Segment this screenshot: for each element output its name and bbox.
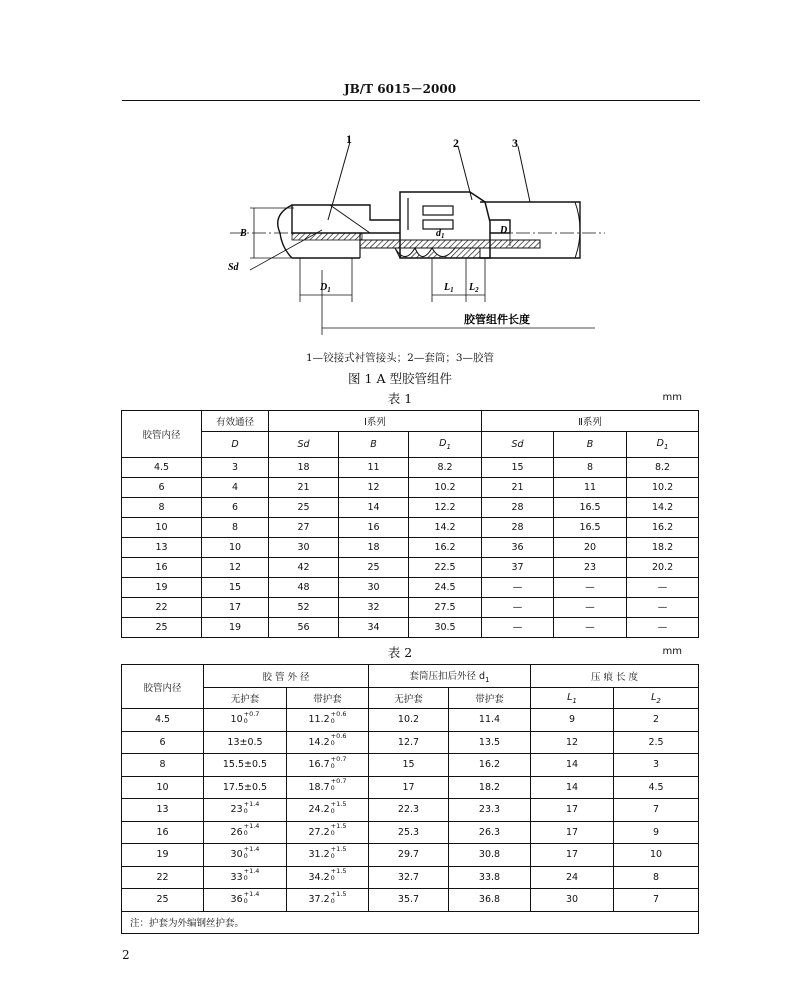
t2-cell-l1: 30 [531,889,614,912]
t1-cell-eff-bore: 6 [202,498,269,518]
page-number: 2 [122,948,130,962]
t2-cell-s-no-cover: 15 [369,754,449,777]
t1-cell-s2-b: — [554,578,627,598]
t2-cell-od-with-cover: 34.2 +1.5 0 [287,866,369,889]
t2-cell-od-no-cover: 30 +1.4 0 [204,844,287,867]
t1-cell-s1-sd: 42 [269,558,339,578]
dim-d-label: D [500,225,508,236]
t2-cell-od-no-cover: 26 +1.4 0 [204,821,287,844]
t1-cell-s1-sd: 48 [269,578,339,598]
t1-cell-s1-b: 32 [339,598,409,618]
document-number: JB/T 6015－2000 [343,82,457,96]
t2-cell-l1: 17 [531,799,614,822]
t2-cell-od-with-cover: 18.7 +0.7 0 [287,776,369,799]
t1-header-s1-sd: Sd [269,432,339,458]
header-rule [122,100,700,101]
t1-cell-s2-d1: 8.2 [627,458,699,478]
table-row [122,844,699,867]
t1-cell-s2-sd: 37 [482,558,554,578]
table2 [121,664,699,934]
t2-cell-s-with-cover: 16.2 [449,754,531,777]
t2-cell-s-no-cover: 17 [369,776,449,799]
t2-header-hose-id: 胶管内径 [122,665,204,709]
t2-cell-hose-id: 6 [122,731,204,754]
dim-l2-sub: 2 [475,286,479,294]
svg-text:D1 [319,282,331,294]
dim-d1-label: D [320,282,328,293]
t2-cell-od-with-cover: 24.2 +1.5 0 [287,799,369,822]
t2-cell-od-no-cover: 15.5±0.5 [204,754,287,777]
callout-1: 1 [346,132,352,146]
t1-cell-s2-d1: — [627,598,699,618]
t1-cell-s2-b: — [554,618,627,638]
t2-cell-s-with-cover: 33.8 [449,866,531,889]
t1-cell-s1-b: 12 [339,478,409,498]
hose-assembly-svg [210,130,610,345]
t2-cell-s-with-cover: 13.5 [449,731,531,754]
t2-cell-l1: 14 [531,776,614,799]
callout-2: 2 [453,136,459,150]
t2-cell-s-with-cover: 30.8 [449,844,531,867]
t1-cell-s1-d1: 12.2 [409,498,482,518]
t2-cell-l2: 3 [614,754,699,777]
t2-cell-od-no-cover: 13±0.5 [204,731,287,754]
t2-cell-l1: 17 [531,821,614,844]
t2-cell-od-with-cover: 37.2 +1.5 0 [287,889,369,912]
t2-cell-l2: 4.5 [614,776,699,799]
t2-header-od-with-cover: 带护套 [287,688,369,709]
t2-cell-s-with-cover: 36.8 [449,889,531,912]
t1-cell-s1-d1: 16.2 [409,538,482,558]
t1-cell-s2-sd: — [482,618,554,638]
t2-cell-hose-id: 4.5 [122,709,204,732]
t2-cell-l2: 9 [614,821,699,844]
table-row [122,866,699,889]
dim-d1-sub: 1 [327,286,331,294]
t2-cell-s-no-cover: 25.3 [369,821,449,844]
t2-cell-hose-id: 25 [122,889,204,912]
t2-cell-l2: 7 [614,889,699,912]
t2-cell-s-with-cover: 18.2 [449,776,531,799]
t1-cell-hose-id: 16 [122,558,202,578]
t1-cell-eff-bore: 12 [202,558,269,578]
t1-cell-hose-id: 13 [122,538,202,558]
table1 [121,410,699,638]
t2-cell-s-no-cover: 29.7 [369,844,449,867]
table-row [122,776,699,799]
t2-header-crimp-length: 压 痕 长 度 [531,665,699,688]
table1-title: 表 1 [387,391,413,406]
t1-cell-eff-bore: 8 [202,518,269,538]
t1-cell-eff-bore: 10 [202,538,269,558]
t1-cell-s1-b: 25 [339,558,409,578]
t2-cell-od-no-cover: 10 +0.7 0 [204,709,287,732]
t2-header-s-with-cover: 带护套 [449,688,531,709]
t1-cell-s1-d1: 27.5 [409,598,482,618]
t2-cell-hose-id: 13 [122,799,204,822]
t2-cell-s-no-cover: 35.7 [369,889,449,912]
t1-header-eff-bore: 有效通径 [202,411,269,432]
t1-cell-s1-sd: 52 [269,598,339,618]
t1-cell-hose-id: 22 [122,598,202,618]
t1-cell-eff-bore: 19 [202,618,269,638]
t1-cell-s1-b: 18 [339,538,409,558]
t1-cell-s2-b: 20 [554,538,627,558]
table2-title: 表 2 [387,645,413,660]
t1-cell-s2-d1: — [627,578,699,598]
table-row [122,618,699,638]
t1-header-hose-id: 胶管内径 [122,411,202,458]
t1-cell-s2-d1: 20.2 [627,558,699,578]
t1-cell-s2-d1: — [627,618,699,638]
t1-cell-s1-b: 34 [339,618,409,638]
t1-cell-s1-d1: 14.2 [409,518,482,538]
t2-cell-l1: 9 [531,709,614,732]
table2-unit: mm [662,646,682,657]
t2-cell-s-no-cover: 22.3 [369,799,449,822]
t1-cell-s1-sd: 18 [269,458,339,478]
svg-text:L1 [443,282,454,294]
t2-header-s-no-cover: 无护套 [369,688,449,709]
t1-header-series2: Ⅱ系列 [482,411,699,432]
figure-legend: 1—铰接式衬管接头；2—套筒；3—胶管 [305,352,495,364]
table-row [122,731,699,754]
t2-cell-s-with-cover: 11.4 [449,709,531,732]
dim-d1-small-label: d [436,228,441,239]
table-row [122,799,699,822]
t1-cell-s1-sd: 25 [269,498,339,518]
t1-header-s2-b: B [554,432,627,458]
t1-cell-s2-b: — [554,598,627,618]
t2-header-od-no-cover: 无护套 [204,688,287,709]
t2-cell-hose-id: 8 [122,754,204,777]
t1-header-s2-sd: Sd [482,432,554,458]
t2-cell-od-with-cover: 11.2 +0.6 0 [287,709,369,732]
t1-cell-s1-d1: 22.5 [409,558,482,578]
table-row [122,709,699,732]
table-row [122,518,699,538]
t2-cell-l2: 7 [614,799,699,822]
t1-cell-hose-id: 8 [122,498,202,518]
callout-3: 3 [512,136,518,150]
t1-cell-s2-d1: 16.2 [627,518,699,538]
t2-cell-l1: 24 [531,866,614,889]
t2-cell-l1: 17 [531,844,614,867]
t1-cell-s1-sd: 56 [269,618,339,638]
dim-b-label: B [240,228,247,239]
t2-header-hose-od: 胶 管 外 径 [204,665,369,688]
dim-l1-label: L [444,282,451,293]
t1-cell-s2-b: 16.5 [554,518,627,538]
t2-cell-l2: 10 [614,844,699,867]
t2-cell-od-with-cover: 27.2 +1.5 0 [287,821,369,844]
t1-cell-eff-bore: 3 [202,458,269,478]
t1-cell-s2-b: 16.5 [554,498,627,518]
svg-text:L2 [468,282,479,294]
assembly-length-label: 胶管组件长度 [464,313,530,326]
t2-cell-od-no-cover: 23 +1.4 0 [204,799,287,822]
t1-cell-s1-b: 11 [339,458,409,478]
t1-cell-s2-b: 8 [554,458,627,478]
t1-cell-s1-b: 16 [339,518,409,538]
t2-header-l1: $L_1$ [531,688,614,709]
table-row [122,889,699,912]
t1-cell-s2-sd: — [482,598,554,618]
t2-cell-l2: 2 [614,709,699,732]
hose-assembly-drawing [210,130,610,345]
t2-cell-l2: 2.5 [614,731,699,754]
dim-l1-sub: 1 [450,286,454,294]
t1-cell-hose-id: 25 [122,618,202,638]
t2-header-sleeve-od: 套筒压扣后外径 $d_1$ [369,665,531,688]
t2-cell-hose-id: 22 [122,866,204,889]
t1-header-eff-bore-sym: D [202,432,269,458]
table-row [122,538,699,558]
t2-cell-s-with-cover: 26.3 [449,821,531,844]
table-row [122,598,699,618]
t2-cell-hose-id: 16 [122,821,204,844]
figure-caption: 图 1 A 型胶管组件 [348,371,452,386]
t2-cell-od-no-cover: 36 +1.4 0 [204,889,287,912]
table-row [122,821,699,844]
t1-cell-eff-bore: 4 [202,478,269,498]
t1-cell-eff-bore: 15 [202,578,269,598]
t1-cell-s1-sd: 21 [269,478,339,498]
t1-cell-s2-b: 23 [554,558,627,578]
t2-cell-s-with-cover: 23.3 [449,799,531,822]
t2-cell-od-with-cover: 16.7 +0.7 0 [287,754,369,777]
t1-cell-s2-sd: 28 [482,518,554,538]
t2-cell-s-no-cover: 32.7 [369,866,449,889]
t1-cell-s2-sd: 36 [482,538,554,558]
t2-cell-l2: 8 [614,866,699,889]
t1-cell-s2-sd: 21 [482,478,554,498]
t2-cell-od-with-cover: 14.2 +0.6 0 [287,731,369,754]
t2-cell-s-no-cover: 12.7 [369,731,449,754]
table2-note: 注：护套为外编钢丝护套。 [122,911,699,933]
t1-cell-s1-sd: 27 [269,518,339,538]
t1-cell-s2-d1: 10.2 [627,478,699,498]
t2-cell-l1: 14 [531,754,614,777]
t1-cell-s1-d1: 8.2 [409,458,482,478]
t1-cell-s2-d1: 18.2 [627,538,699,558]
table-row [122,558,699,578]
t2-cell-s-no-cover: 10.2 [369,709,449,732]
t1-cell-hose-id: 19 [122,578,202,598]
t1-cell-s1-d1: 10.2 [409,478,482,498]
t1-cell-eff-bore: 17 [202,598,269,618]
t1-cell-s2-sd: 28 [482,498,554,518]
t2-cell-od-no-cover: 33 +1.4 0 [204,866,287,889]
t1-header-s1-b: B [339,432,409,458]
t2-cell-l1: 12 [531,731,614,754]
t1-header-s1-d1: $D_1$ [409,432,482,458]
t1-header-series1: Ⅰ系列 [269,411,482,432]
t1-cell-s1-b: 30 [339,578,409,598]
t2-cell-od-with-cover: 31.2 +1.5 0 [287,844,369,867]
table-row [122,578,699,598]
table1-body [122,458,699,638]
dim-sd-label: Sd [228,262,239,273]
table-row [122,498,699,518]
t1-header-s2-d1: $D_1$ [627,432,699,458]
t2-header-l2: $L_2$ [614,688,699,709]
t2-cell-hose-id: 10 [122,776,204,799]
t1-cell-s2-b: 11 [554,478,627,498]
dim-l2-label: L [469,282,476,293]
t1-cell-s1-d1: 30.5 [409,618,482,638]
t1-cell-s2-sd: 15 [482,458,554,478]
table1-unit: mm [662,392,682,403]
t1-cell-s1-b: 14 [339,498,409,518]
t2-cell-od-no-cover: 17.5±0.5 [204,776,287,799]
t1-cell-hose-id: 10 [122,518,202,538]
t1-cell-hose-id: 4.5 [122,458,202,478]
t1-cell-s1-sd: 30 [269,538,339,558]
t1-cell-s2-sd: — [482,578,554,598]
t1-cell-hose-id: 6 [122,478,202,498]
table2-body [122,709,699,912]
t2-cell-hose-id: 19 [122,844,204,867]
t1-cell-s2-d1: 14.2 [627,498,699,518]
table-row [122,478,699,498]
t1-cell-s1-d1: 24.5 [409,578,482,598]
table-row [122,754,699,777]
table-row [122,458,699,478]
dim-d1-small-sub: 1 [441,232,445,240]
